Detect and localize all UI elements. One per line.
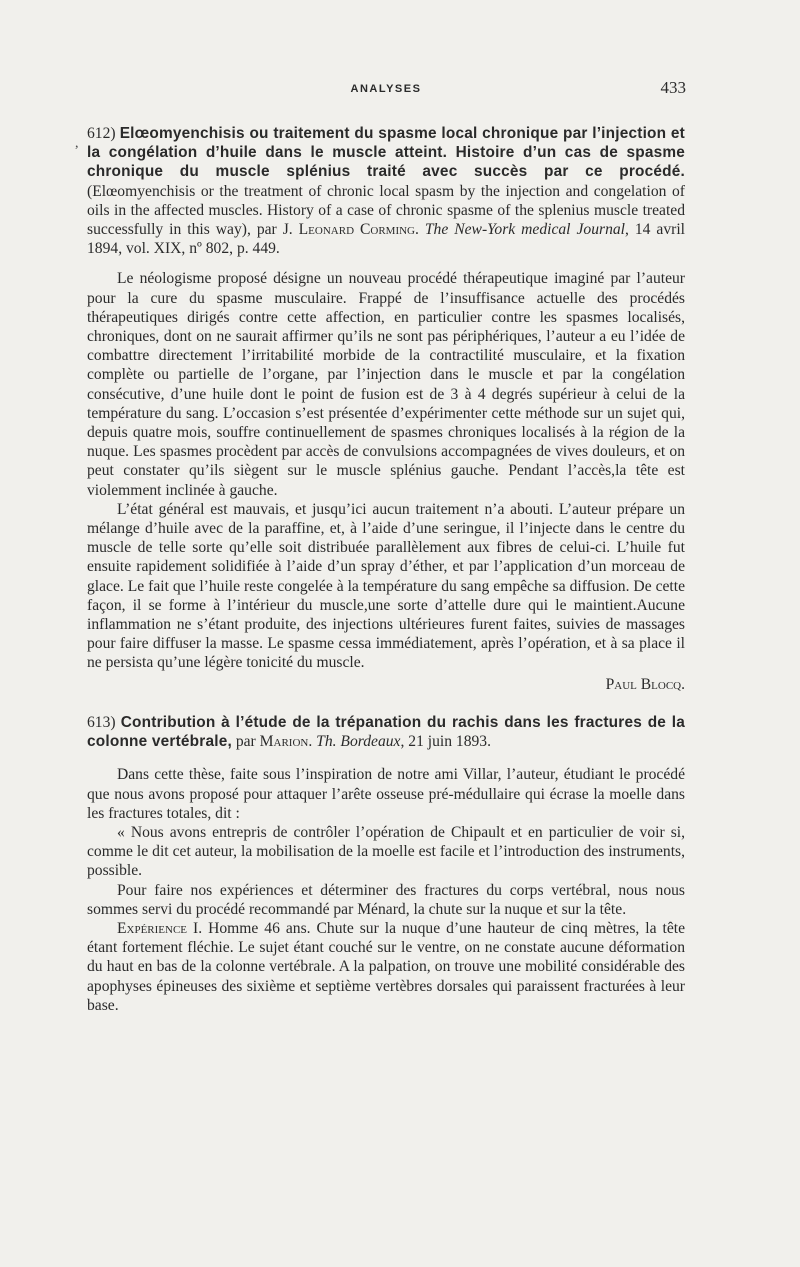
article-612-heading [87, 124, 685, 258]
article-author: Leonard Corming [298, 221, 415, 239]
margin-mark: , [75, 136, 79, 151]
article-612-paragraph-2: L’état général est mauvais, et jusqu’ici aucun traitement n’a abouti. L’auteur prépare un mélange d’huile avec de la paraffine, et, à l’aide d’une seringue, il l’injecte dans le centre du muscle de telle sorte qu’elle soit distribuée parallèlement aux fibres de celui-ci. L’huile fut ensuite rapidement solidifiée à l’aide d’un spray d’éther, et par l’application d’un morceau de glace. Le fait que l’huile reste congelée à la température du sang empêche sa diffusion. De cette façon, il se forme à l’intérieur du muscle,une sorte d’attelle dure qui le maintient.Aucune inflammation ne s’étant produite, des injections ultérieures furent faites, suivies de massages pour faire diffuser la masse. Le spasme cessa immédiatement, après l’opération, et à sa place il ne persista qu’une légère tonicité du muscle. [87, 500, 685, 672]
running-head: ANALYSES [350, 83, 422, 95]
article-613-paragraph-1: Dans cette thèse, faite sous l’inspiration de notre ami Villar, l’auteur, étudiant le procédé que nous avons proposé pour attaquer l’arête osseuse pré-médullaire qui écrase la moelle dans les fractures totales, dit : [87, 766, 685, 822]
page-header [86, 78, 686, 98]
article-612-paragraph-1: Le néologisme proposé désigne un nouveau procédé thérapeutique imaginé par l’auteur pour la cure du spasme musculaire. Frappé de l’insuffisance actuelle des procédés thérapeutiques dirigés contre cette affection, en particulier contre les spasmes localisés, chroniques, dont on ne saurait affirmer qu’ils ne sont pas périphériques, l’auteur a eu l’idée de combattre directement l’irritabilité morbide de la contractilité musculaire, et la fixation complète ou partielle de l’organe, par l’injection dans le muscle et par la congélation consécutive, d’une huile dont le point de fusion est de 3 à 4 degrés supérieur à celui de la température du sang. L’occasion s’est présentée d’expérimenter cette méthode sur un sujet qui, depuis quatre mois, souffre continuellement de spasmes chroniques localisés à la région de la nuque. Les spasmes procèdent par accès de convulsions accompagnées de vives douleurs, et on peut constater qu’ils siègent sur le muscle splénius gauche. Pendant l’accès,la tête est violemment inclinée à gauche. [87, 270, 685, 499]
article-english-title: (Elœomyenchisis or the treatment of chronic local spasm by the injection and congelation of oils in the affected muscles. History of a case of chronic spasme of the splenius muscle treated successfully in this way), par J. [87, 182, 685, 239]
citation-separator: . [308, 733, 317, 751]
article-title: Elœomyenchisis ou traitement du spasme local chronique par l’injection et la congélation d’huile dans le muscle atteint. Histoire d’un cas de spasme chronique du muscle splénius traité avec succès par ce procédé. [87, 125, 685, 181]
experience-label: Expérience [117, 919, 188, 937]
article-journal: The New-York medical Journal [424, 221, 625, 239]
article-613-heading [87, 713, 685, 751]
article-citation: , 21 juin 1893. [400, 733, 492, 751]
article-613-paragraph-2: « Nous avons entrepris de contrôler l’opération de Chipault et en particulier de voir si, comme le dit cet auteur, la mobilisation de la moelle est facile et l’introduction des instruments, possible. [87, 823, 685, 880]
citation-separator: . [415, 221, 425, 239]
article-by: par [231, 733, 260, 751]
article-author: Marion [259, 733, 309, 751]
experience-text: I. Homme 46 ans. Chute sur la nuque d’une hauteur de cinq mètres, la tête étant fortement fléchie. Le sujet étant couché sur le ventre, on ne constate aucune déformation du haut en bas de la colonne vertébrale. A la palpation, on trouve une mobilité considérable des apophyses épineuses des sixième et septième vertèbres dorsales qui paraissent fracturées à leur base. [87, 919, 685, 1014]
page-number: 433 [660, 78, 686, 97]
article-number: 613) [87, 713, 116, 731]
article-thesis: Th. Bordeaux [316, 733, 401, 751]
article-613-experience [87, 919, 685, 1015]
article-612-signature: Paul Blocq. [605, 675, 685, 693]
article-number: 612) [87, 125, 116, 142]
article-title: Contribution à l’étude de la trépanation du rachis dans les fractures de la colonne vertébrale, [87, 713, 685, 751]
article-citation: , 14 avril 1894, vol. XIX, nº 802, p. 449. [87, 221, 686, 258]
article-613-paragraph-3: Pour faire nos expériences et déterminer des fractures du corps vertébral, nous nous sommes servi du procédé recommandé par Ménard, la chute sur la nuque et sur la tête. [87, 881, 685, 918]
page-body [87, 124, 685, 1015]
